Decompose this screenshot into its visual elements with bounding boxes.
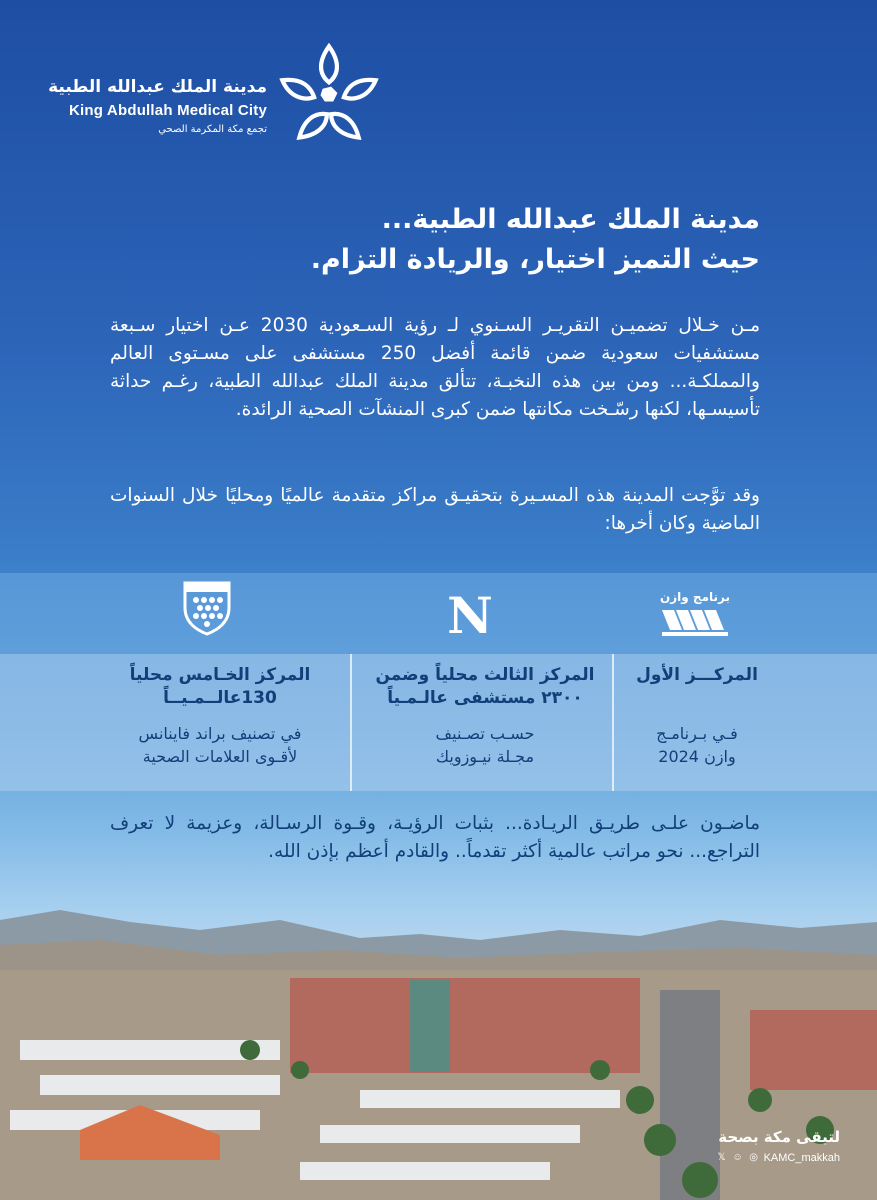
desc-brand-finance-line-2: لأقـوى العلامات الصحية bbox=[142, 747, 298, 766]
rank-brand-finance bbox=[100, 664, 340, 710]
wazen-logo-icon bbox=[660, 606, 730, 638]
logo-text bbox=[27, 76, 267, 136]
rank-wazen: المركـــز الأول bbox=[636, 665, 758, 685]
wazen-logo-label: برنامج وازن bbox=[660, 590, 730, 604]
rank-brand-finance-line-2: 130عالــمـيــاً bbox=[163, 688, 277, 708]
snapchat-icon: ☺ bbox=[732, 1152, 743, 1163]
org-name-en: King Abdullah Medical City bbox=[69, 102, 267, 119]
rank-newsweek bbox=[360, 664, 610, 710]
desc-newsweek-line-2: مجـلة نيـوزويك bbox=[435, 747, 535, 766]
intro-paragraph-1: مـن خـلال تضميـن التقريـر السـنوي لـ رؤية السـعودية 2030 عـن اختيار سـبعة مستشفيات سعودية ضمن قائمة أفضل 250 مستشفى على مسـتوى العالم والمملكـة... ومن بين هذه النخبـة، تتألق مدينة الملك عبدالله الطبية، رغـم حداثة تأسيسـها، لكنها رسّـخت مكانتها ضمن كبرى المنشآت الصحية الرائدة. bbox=[110, 315, 761, 420]
desc-wazen-line-2: وازن 2024 bbox=[658, 747, 736, 766]
org-name-ar: مدينة الملك عبدالله الطبية bbox=[48, 77, 267, 97]
instagram-icon: ◎ bbox=[749, 1152, 758, 1163]
rank-newsweek-line-2: ٢٣٠٠ مستشفى عالـمـياً bbox=[387, 688, 583, 708]
star-flower-logo-icon bbox=[276, 40, 382, 146]
desc-wazen-line-1: فـي بـرنامـج bbox=[656, 724, 738, 743]
desc-brand-finance bbox=[100, 722, 340, 768]
brand-finance-shield-icon bbox=[182, 580, 232, 636]
cluster-name-ar: تجمع مكة المكرمة الصحي bbox=[158, 124, 267, 135]
social-handle: KAMC_makkah bbox=[763, 1152, 840, 1164]
x-icon: 𝕏 bbox=[717, 1152, 726, 1163]
rank-newsweek-line-1: المركز الثالث محلياً وضمن bbox=[375, 665, 595, 685]
desc-newsweek-line-1: حسـب تصـنيف bbox=[435, 724, 535, 743]
newsweek-logo-icon: N bbox=[447, 586, 493, 645]
desc-wazen bbox=[622, 722, 772, 768]
headline-line-1: مدينة الملك عبدالله الطبية... bbox=[381, 204, 760, 235]
social-handles bbox=[690, 1152, 840, 1164]
closing-paragraph: ماضـون علـى طريـق الريـادة... بثبات الرؤيـة، وقـوة الرسـالة، وعزيمة لا تعرف التراجع... نحو مراتب عالمية أكثر تقدماً.. والقادم أعظم بإذن الله. bbox=[110, 813, 760, 862]
rank-brand-finance-line-1: المركز الخـامس محلياً bbox=[129, 665, 311, 685]
column-divider bbox=[350, 654, 352, 791]
footer-tagline: لتبقى مكة بصحة bbox=[718, 1128, 840, 1146]
desc-brand-finance-line-1: في تصنيف براند فاينانس bbox=[138, 724, 302, 743]
headline-line-2: حيث التميز اختيار، والريادة التزام. bbox=[310, 244, 760, 275]
desc-newsweek bbox=[360, 722, 610, 768]
headline bbox=[120, 200, 760, 280]
intro-paragraph-2: وقد توَّجت المدينة هذه المسـيرة بتحقيـق مراكز متقدمة عالميًا ومحليًا خلال السنوات الماضية وكان أخرها: bbox=[110, 485, 760, 534]
column-divider bbox=[612, 654, 614, 791]
